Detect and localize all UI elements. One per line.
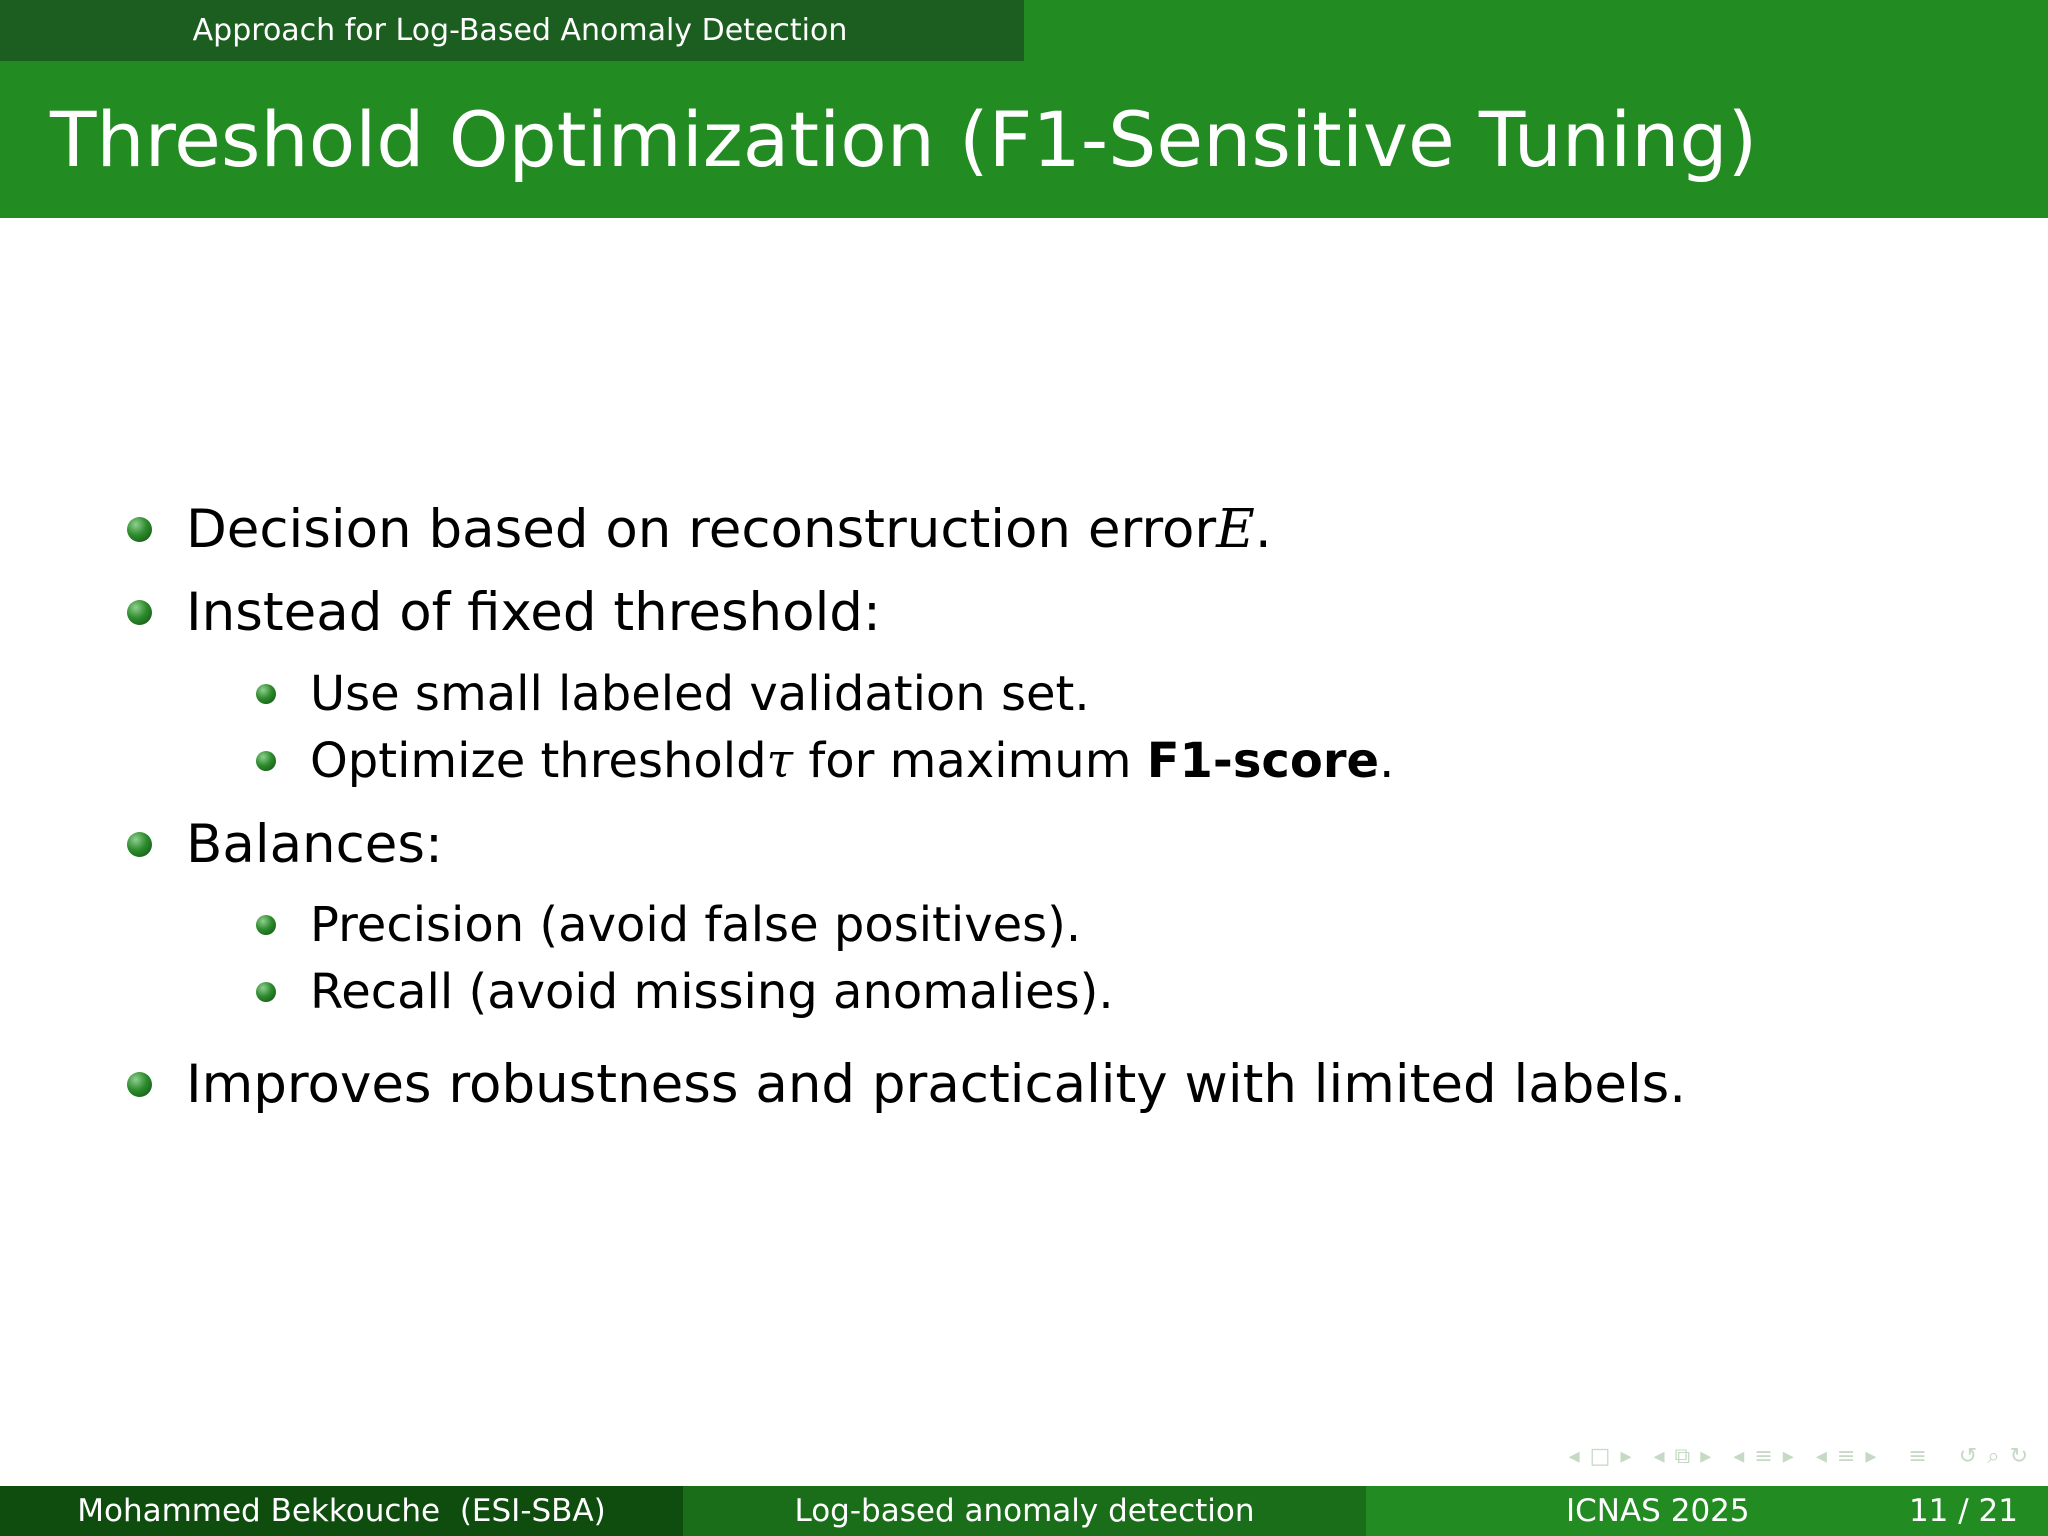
nav-prev-frame-icon[interactable]: ◂ <box>1653 1443 1665 1469</box>
footer-author: Mohammed Bekkouche (ESI-SBA) <box>77 1493 606 1529</box>
sub-list-item <box>254 893 1081 957</box>
nav-prev-slide-icon[interactable]: ◂ <box>1568 1443 1580 1469</box>
nav-back-icon[interactable]: ↺ <box>1958 1443 1978 1469</box>
bullet-icon <box>256 751 276 771</box>
nav-forward-icon[interactable]: ↻ <box>2009 1443 2028 1469</box>
footer-bar <box>0 1486 2048 1536</box>
math-symbol: E <box>1216 498 1255 560</box>
bullet-icon <box>256 982 276 1002</box>
nav-section-icon[interactable]: ≡ <box>1836 1443 1856 1469</box>
list-item-text: Use small labeled validation set. <box>310 666 1090 722</box>
list-item <box>127 1049 1686 1119</box>
nav-slide-icon[interactable]: □ <box>1589 1443 1611 1469</box>
list-item-text: for maximum <box>793 733 1147 789</box>
punctuation: . <box>1254 498 1272 560</box>
footer-title-cell <box>683 1486 1366 1536</box>
sub-list-item <box>254 960 1114 1024</box>
nav-search-icon[interactable]: ⌕ <box>1987 1443 2000 1469</box>
nav-frame-icon[interactable]: ⧉ <box>1674 1443 1691 1469</box>
nav-next-subsection-icon[interactable]: ▸ <box>1782 1443 1794 1469</box>
footer-page-number: 11 / 21 <box>1908 1493 2018 1529</box>
sub-list-item <box>254 662 1090 726</box>
list-item-text: Decision based on reconstruction error <box>186 498 1217 560</box>
bullet-icon <box>256 915 276 935</box>
list-item-text: Instead of fixed threshold: <box>186 581 881 643</box>
list-item-text: Recall (avoid missing anomalies). <box>310 964 1114 1020</box>
nav-document-icon[interactable]: ≡ <box>1908 1443 1927 1469</box>
nav-next-section-icon[interactable]: ▸ <box>1865 1443 1877 1469</box>
nav-prev-subsection-icon[interactable]: ◂ <box>1733 1443 1745 1469</box>
sub-list-item <box>254 729 1394 793</box>
list-item-text: Improves robustness and practicality with limited labels. <box>186 1053 1687 1115</box>
bullet-icon <box>127 832 152 857</box>
list-item <box>127 494 1272 564</box>
footer-short-title: Log-based anomaly detection <box>794 1493 1255 1529</box>
punctuation: . <box>1379 733 1395 789</box>
footer-info-cell <box>1366 1486 2048 1536</box>
footer-author-cell <box>0 1486 683 1536</box>
list-item <box>127 577 881 647</box>
math-symbol: τ <box>766 733 794 789</box>
bullet-icon <box>127 517 152 542</box>
section-title: Approach for Log-Based Anomaly Detection <box>192 13 848 48</box>
list-item-text: Precision (avoid false positives). <box>310 897 1082 953</box>
list-item-text: Balances: <box>186 813 443 875</box>
list-item-text: Optimize threshold <box>310 733 767 789</box>
footer-conference: ICNAS 2025 <box>1566 1493 1750 1529</box>
navigation-controls <box>1569 1438 2028 1474</box>
list-item <box>127 809 443 879</box>
bullet-icon <box>127 600 152 625</box>
nav-next-slide-icon[interactable]: ▸ <box>1620 1443 1632 1469</box>
emphasis-text: F1-score <box>1146 733 1380 789</box>
bullet-icon <box>127 1072 152 1097</box>
bullet-icon <box>256 684 276 704</box>
frame-title: Threshold Optimization (F1-Sensitive Tuning) <box>50 95 1758 184</box>
nav-prev-section-icon[interactable]: ◂ <box>1815 1443 1827 1469</box>
nav-subsection-icon[interactable]: ≡ <box>1754 1443 1773 1469</box>
nav-next-frame-icon[interactable]: ▸ <box>1700 1443 1712 1469</box>
